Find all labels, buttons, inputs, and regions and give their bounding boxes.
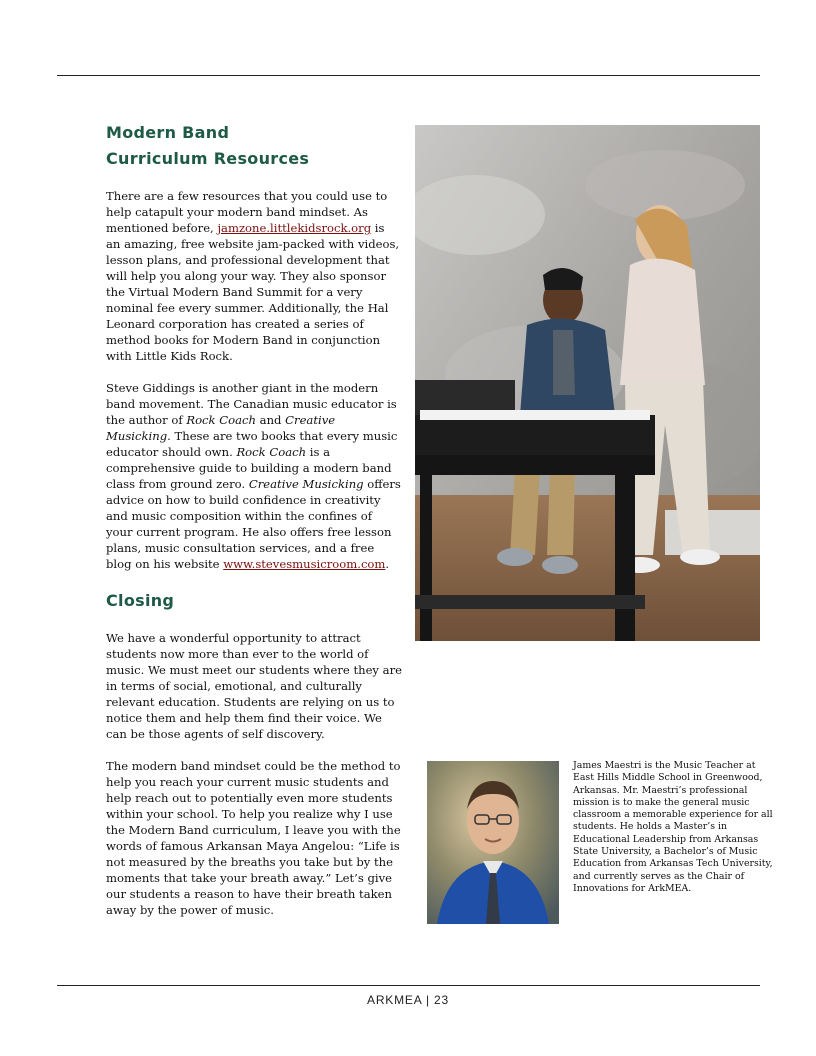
heading-line-2: Curriculum Resources: [106, 149, 310, 168]
section-heading: [106, 120, 402, 172]
jamzone-link[interactable]: jamzone.littlekidsrock.org: [217, 221, 372, 235]
resources-paragraph-2: Steve Giddings is another giant in the modern band movement. The Canadian music educator is the author of Rock Coach and Creative Musicking. These are two books that every music educator should own. Rock Coach is a comprehensive guide to building a modern band class from ground zero. Creative Musicking offers advice on how to build confidence in creativity and music composition within the confines of your current program. He also offers free lesson plans, music consultation services, and a free blog on his website www.stevesmusicroom.com.: [106, 381, 401, 571]
article-column: [106, 120, 402, 934]
footer-rule: [57, 985, 760, 986]
author-headshot-photo: [427, 761, 559, 924]
author-bio: James Maestri is the Music Teacher at East Hills Middle School in Greenwood, Arkansas. Mr. Maestri’s professional mission is to make the general music classroom a memorable experience for all students. He holds a Master’s in Educational Leadership from Arkansas State University, a Bachelor’s of Music Education from Arkansas Tech University, and currently serves as the Chair of Innovations for ArkMEA.: [573, 760, 773, 894]
page-footer: ARKMEA | 23: [367, 993, 449, 1007]
teacher-student-piano-photo: [415, 125, 760, 641]
closing-paragraph-1: We have a wonderful opportunity to attract students now more than ever to the world of music. We must meet our students where they are in terms of social, emotional, and culturally relevant education. Students are relying on us to notice them and help them find their voice. We can be those agents of self discovery.: [106, 631, 402, 741]
stevesmusicroom-link[interactable]: www.stevesmusicroom.com: [223, 557, 386, 571]
header-rule: [57, 75, 760, 76]
heading-line-1: Modern Band: [106, 123, 230, 142]
resources-paragraph-1: There are a few resources that you could use to help catapult your modern band mindset. As mentioned before, jamzone.littlekidsrock.org is an amazing, free website jam-packed with videos, lesson plans, and professional development that will help you along your way. They also sponsor the Virtual Modern Band Summit for a very nominal fee every summer. Additionally, the Hal Leonard corporation has created a series of method books for Modern Band in conjunction with Little Kids Rock.: [106, 189, 400, 363]
closing-paragraph-2: The modern band mindset could be the method to help you reach your current music students and help reach out to potentially even more students within your school. To help you realize why I use the Modern Band curriculum, I leave you with the words of famous Arkansan Maya Angelou: “Life is not measured by the breaths you take but by the moments that take your breath away.” Let’s give our students a reason to have their breath taken away by the power of music.: [106, 759, 401, 917]
closing-heading: Closing: [106, 591, 175, 610]
